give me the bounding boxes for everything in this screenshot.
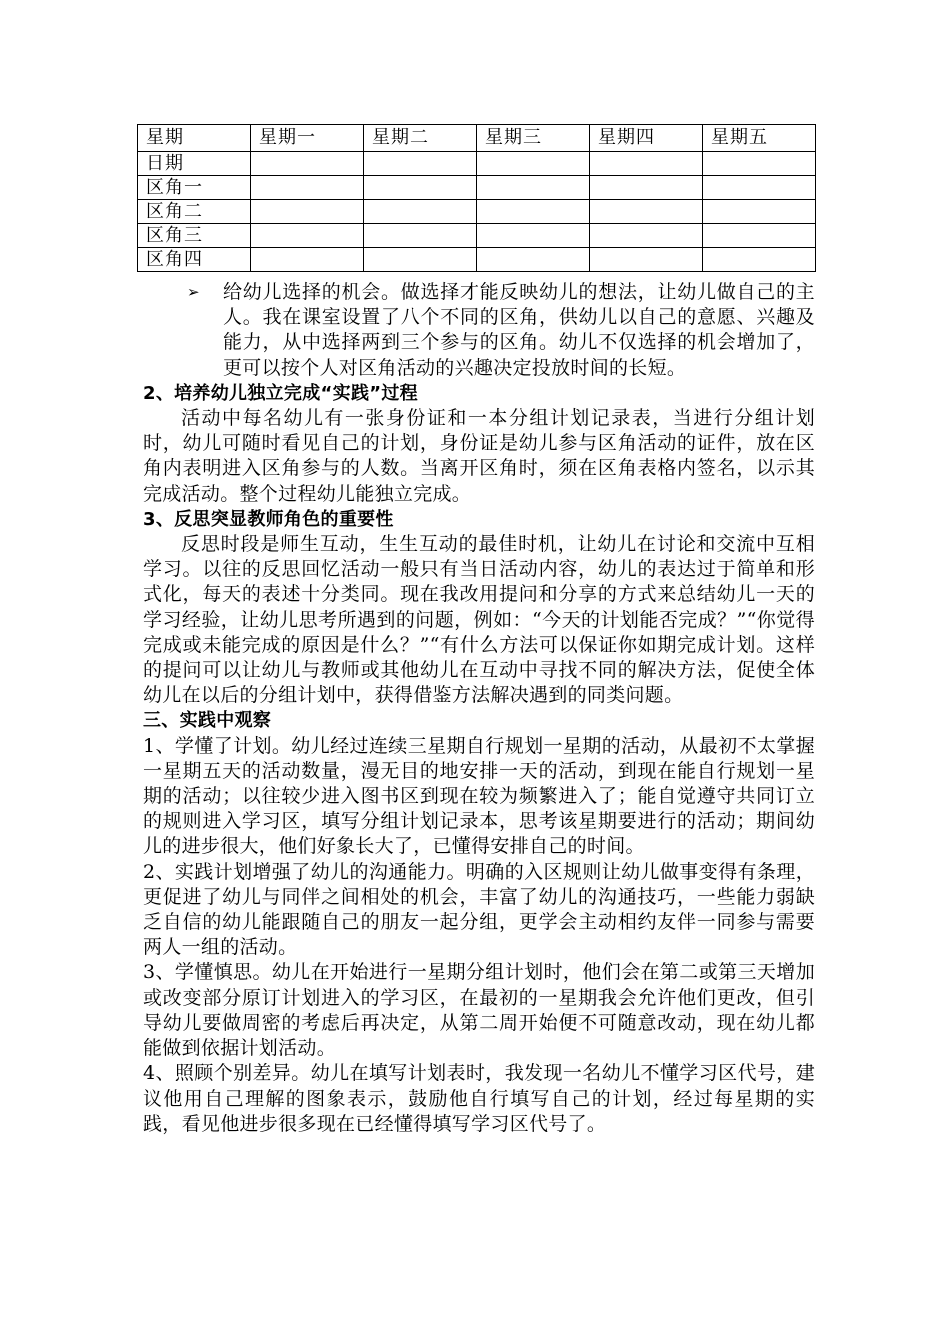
paragraph-2: 活动中每名幼儿有一张身份证和一本分组计划记录表，当进行分组计划时，幼儿可随时看见自己的计划，身份证是幼儿参与区角活动的证件，放在区角内表明进入区角参与的人数。当离开区角时，须在区角表格内签名，以示其完成活动。整个过程幼儿能独立完成。 [143,407,815,505]
table-cell [251,152,364,176]
table-header-cell: 星期 [138,125,251,152]
table-cell [364,248,477,272]
table-cell [590,224,703,248]
table-row [138,224,816,248]
row-label: 区角二 [138,200,251,224]
table-cell [590,152,703,176]
table-header-row [138,125,816,152]
table-row [138,152,816,176]
table-cell [703,176,816,200]
table-cell [364,176,477,200]
table-cell [364,200,477,224]
weekly-schedule-table [137,124,816,272]
table-cell [590,248,703,272]
table-cell [703,224,816,248]
row-label: 日期 [138,152,251,176]
table-header-cell: 星期五 [703,125,816,152]
observation-4: 4、照顾个别差异。幼儿在填写计划表时，我发现一名幼儿不懂学习区代号，建议他用自己理解的图象表示，鼓励他自行填写自己的计划，经过每星期的实践，看见他进步很多现在已经懂得填写学习区代号了。 [143,1062,815,1135]
observation-3: 3、学懂慎思。幼儿在开始进行一星期分组计划时，他们会在第二或第三天增加或改变部分原订计划进入的学习区，在最初的一星期我会允许他们更改，但引导幼儿要做周密的考虑后再决定，从第二周开始便不可随意改动，现在幼儿都能做到依据计划活动。 [143,961,815,1060]
row-label: 区角四 [138,248,251,272]
arrow-bullet-icon: ➢ [187,283,200,301]
section-heading-3: 3、反思突显教师角色的重要性 [143,508,394,530]
bullet-paragraph [143,280,815,381]
table-cell [251,200,364,224]
table-cell [703,200,816,224]
table-header-cell: 星期一 [251,125,364,152]
table-cell [477,176,590,200]
paragraph-3: 反思时段是师生互动，生生互动的最佳时机，让幼儿在讨论和交流中互相学习。以往的反思回忆活动一般只有当日活动内容，幼儿的表达过于简单和形式化，每天的表述十分类同。现在我改用提问和分享的方式来总结幼儿一天的学习经验，让幼儿思考所遇到的问题，例如：“今天的计划能否完成？”“你觉得完成或未能完成的原因是什么？”“有什么方法可以保证你如期完成计划。这样的提问可以让幼儿与教师或其他幼儿在互动中寻找不同的解决方法，促使全体幼儿在以后的分组计划中，获得借鉴方法解决遇到的同类问题。 [143,533,815,707]
section-title-observation: 三、实践中观察 [143,710,272,732]
table-cell [251,224,364,248]
row-label: 区角三 [138,224,251,248]
table-cell [703,248,816,272]
table-cell [477,224,590,248]
table-cell [477,248,590,272]
table-header-cell: 星期四 [590,125,703,152]
row-label: 区角一 [138,176,251,200]
table-header-cell: 星期三 [477,125,590,152]
document-body [143,280,815,1137]
table-row [138,176,816,200]
table-cell [477,152,590,176]
observation-1: 1、学懂了计划。幼儿经过连续三星期自行规划一星期的活动，从最初不太掌握一星期五天的活动数量，漫无目的地安排一天的活动，到现在能自行规划一星期的活动；以往较少进入图书区到现在较为频繁进入了；能自觉遵守共同订立的规则进入学习区，填写分组计划记录本，思考该星期要进行的活动；期间幼儿的进步很大，他们好象长大了，已懂得安排自己的时间。 [143,734,815,858]
table-row [138,248,816,272]
table-cell [703,152,816,176]
section-heading-2: 2、培养幼儿独立完成“实践”过程 [143,382,418,404]
table-row [138,200,816,224]
table-cell [364,152,477,176]
table-cell [364,224,477,248]
observation-2: 2、实践计划增强了幼儿的沟通能力。明确的入区规则让幼儿做事变得有条理，更促进了幼儿与同伴之间相处的机会，丰富了幼儿的沟通技巧，一些能力弱缺乏自信的幼儿能跟随自己的朋友一起分组，更学会主动相约友伴一同参与需要两人一组的活动。 [143,860,815,959]
bullet-text: 给幼儿选择的机会。做选择才能反映幼儿的想法，让幼儿做自己的主人。我在课室设置了八个不同的区角，供幼儿以自己的意愿、兴趣及能力，从中选择两到三个参与的区角。幼儿不仅选择的机会增加了，更可以按个人对区角活动的兴趣决定投放时间的长短。 [223,281,815,379]
table-cell [251,248,364,272]
table-cell [590,200,703,224]
table-header-cell: 星期二 [364,125,477,152]
table-cell [477,200,590,224]
table-cell [251,176,364,200]
table-cell [590,176,703,200]
